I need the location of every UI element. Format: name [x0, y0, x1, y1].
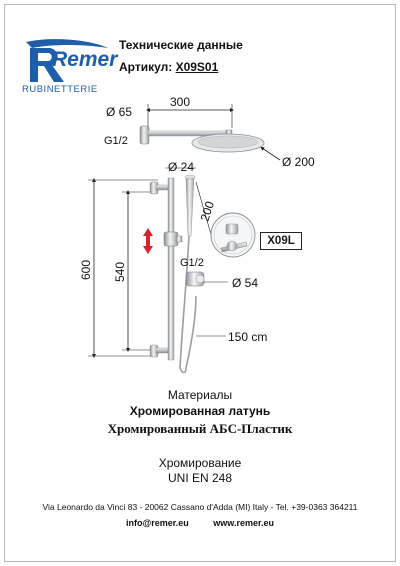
arm-dimension: [148, 95, 232, 128]
website-link[interactable]: www.remer.eu: [213, 518, 274, 528]
head-diameter-label: Ø 200: [282, 155, 315, 169]
rail-height-label: 600: [79, 259, 93, 280]
wall-thread-label: G1/2: [104, 135, 128, 147]
slide-rail: [150, 178, 182, 360]
wall-outlet: [186, 272, 204, 286]
article-label: Артикул:: [119, 60, 173, 74]
materials-line-2: Хромированный АБС-Пластик: [107, 421, 293, 436]
article-code: X09S01: [175, 60, 219, 74]
finish-standard: UNI EN 248: [167, 471, 233, 485]
rail-spacing-label: 540: [113, 261, 127, 282]
materials-heading: Материалы: [167, 388, 233, 402]
arm-length-label: 300: [170, 95, 191, 109]
company-contacts: [0, 518, 400, 528]
materials-line-1: Хромированная латунь: [129, 404, 271, 418]
rail-spacing-dimension: [113, 192, 158, 350]
outlet-thread-label: G1/2: [180, 257, 204, 269]
adjust-arrow-icon: [143, 228, 153, 254]
company-address: Via Leonardo da Vinci 83 - 20062 Cassano d'Adda (MI) Italy - Tel. +39-0363 364211: [42, 502, 358, 512]
holder-slide-label: 200: [197, 199, 218, 223]
mixer-valve: [211, 213, 255, 257]
email-link[interactable]: info@remer.eu: [125, 518, 189, 528]
model-label: X09L: [260, 232, 302, 250]
logo-subtitle: RUBINETTERIE: [22, 84, 98, 95]
overhead-shower: [140, 126, 264, 152]
hose-length-label: 150 cm: [228, 330, 268, 344]
outlet-diameter-label: Ø 54: [232, 276, 259, 290]
logo-wordmark: Remer: [52, 48, 118, 71]
rail-diameter-label: Ø 24: [168, 160, 195, 174]
wall-flange-label: Ø 65: [106, 105, 133, 119]
finish-heading: Хромирование: [158, 456, 242, 470]
page-title: Технические данные: [119, 38, 243, 52]
